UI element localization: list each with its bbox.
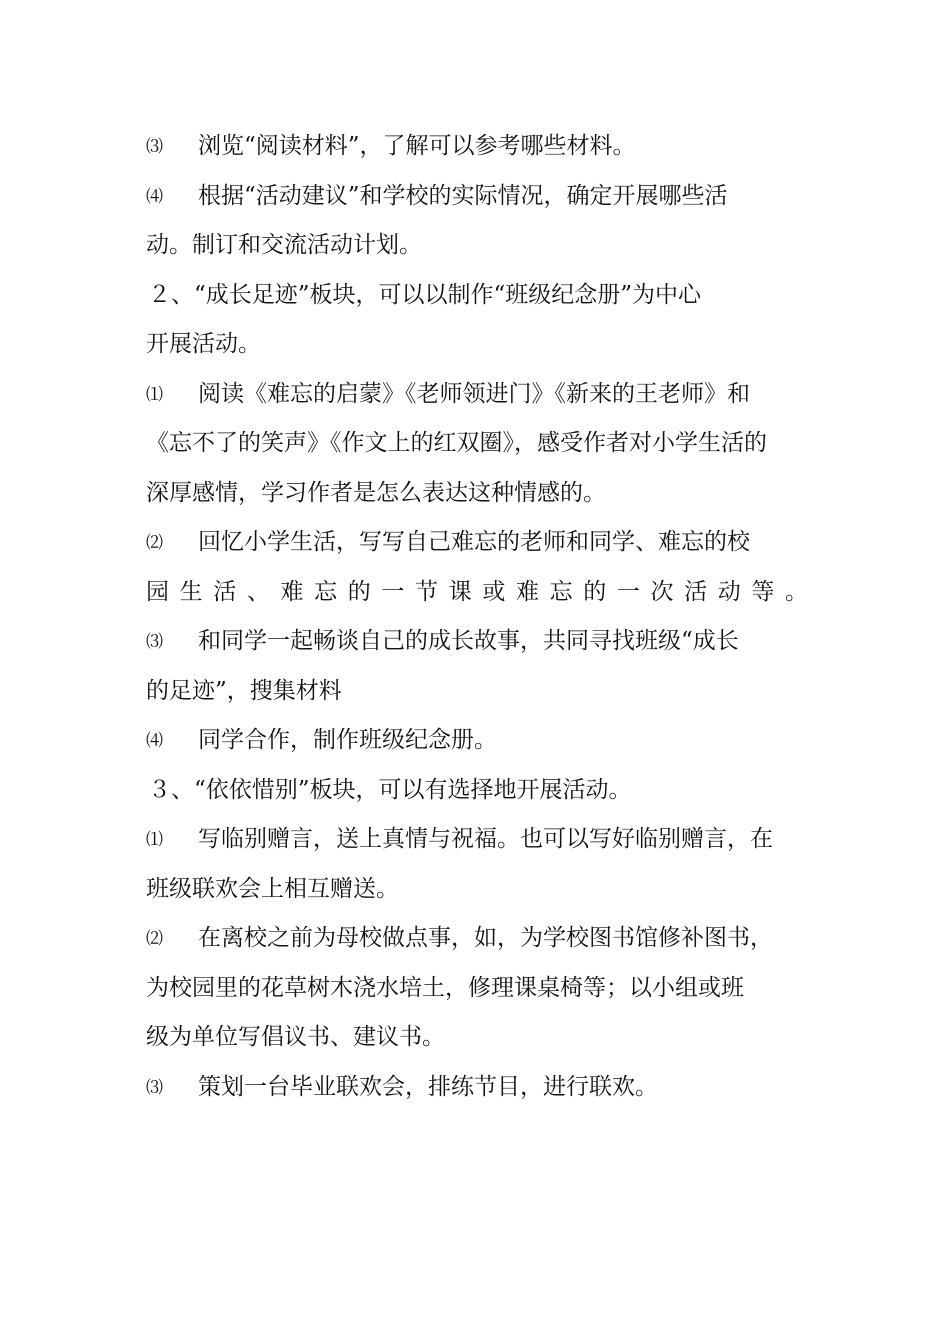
line-text: 深厚感情，学习作者是怎么表达这种情感的。 [146, 479, 606, 506]
line-text: 级为单位写倡议书、建议书。 [146, 1024, 445, 1050]
text-line [146, 221, 808, 271]
text-line [146, 815, 808, 865]
item-number: ⑷ [146, 731, 163, 751]
line-text: 根据“活动建议”和学校的实际情况，确定开展哪些活 [198, 182, 728, 209]
line-text: ２、“成长足迹”板块，可以以制作“班级纪念册”为中心 [148, 281, 702, 308]
text-line [146, 914, 808, 964]
text-line [146, 716, 808, 766]
document-body [146, 122, 808, 1112]
line-text: 班级联欢会上相互赠送。 [146, 875, 399, 902]
line-text: 阅读《难忘的启蒙》《老师领进门》《新来的王老师》和 [198, 380, 750, 407]
item-number: ⑵ [146, 533, 163, 553]
line-text: 园生活、难忘的一节课或难忘的一次活动等。 [146, 578, 808, 605]
line-text: 的足迹”，搜集材料 [146, 677, 342, 704]
item-number: ⑵ [146, 929, 163, 949]
line-text: 写临别赠言，送上真情与祝福。也可以写好临别赠言，在 [198, 826, 773, 852]
text-line [146, 568, 808, 618]
item-number: ⑴ [146, 384, 163, 405]
section-heading [146, 766, 808, 816]
item-number: ⑴ [146, 830, 163, 850]
text-line [146, 370, 808, 420]
item-number: ⑶ [146, 137, 163, 157]
text-line [146, 964, 808, 1014]
line-text: 动。制订和交流活动计划。 [146, 232, 422, 258]
section-heading [146, 271, 808, 321]
line-text: 开展活动。 [146, 331, 261, 357]
line-text: 《忘不了的笑声》《作文上的红双圈》，感受作者对小学生活的 [146, 430, 767, 456]
text-line [146, 469, 808, 519]
line-text: 回忆小学生活，写写自己难忘的老师和同学、难忘的校 [198, 529, 750, 555]
text-line [146, 419, 808, 469]
text-line [146, 617, 808, 667]
item-number: ⑷ [146, 186, 163, 207]
text-line [146, 667, 808, 717]
line-text: 和同学一起畅谈自己的成长故事，共同寻找班级“成长 [198, 628, 739, 654]
line-text: 浏览“阅读材料”，了解可以参考哪些材料。 [198, 133, 636, 159]
text-line [146, 518, 808, 568]
line-text: 同学合作，制作班级纪念册。 [198, 727, 497, 753]
text-line [146, 172, 808, 222]
item-number: ⑶ [146, 1077, 163, 1098]
text-line [146, 1013, 808, 1063]
line-text: 为校园里的花草树木浇水培土，修理课桌椅等；以小组或班 [146, 974, 744, 1001]
line-text: ３、“依依惜别”板块，可以有选择地开展活动。 [148, 776, 632, 803]
line-text: 策划一台毕业联欢会，排练节目，进行联欢。 [198, 1073, 658, 1100]
text-line [146, 122, 808, 172]
text-line [146, 320, 808, 370]
item-number: ⑶ [146, 632, 163, 652]
text-line [146, 865, 808, 915]
line-text: 在离校之前为母校做点事，如，为学校图书馆修补图书， [198, 925, 773, 951]
text-line [146, 1063, 808, 1113]
